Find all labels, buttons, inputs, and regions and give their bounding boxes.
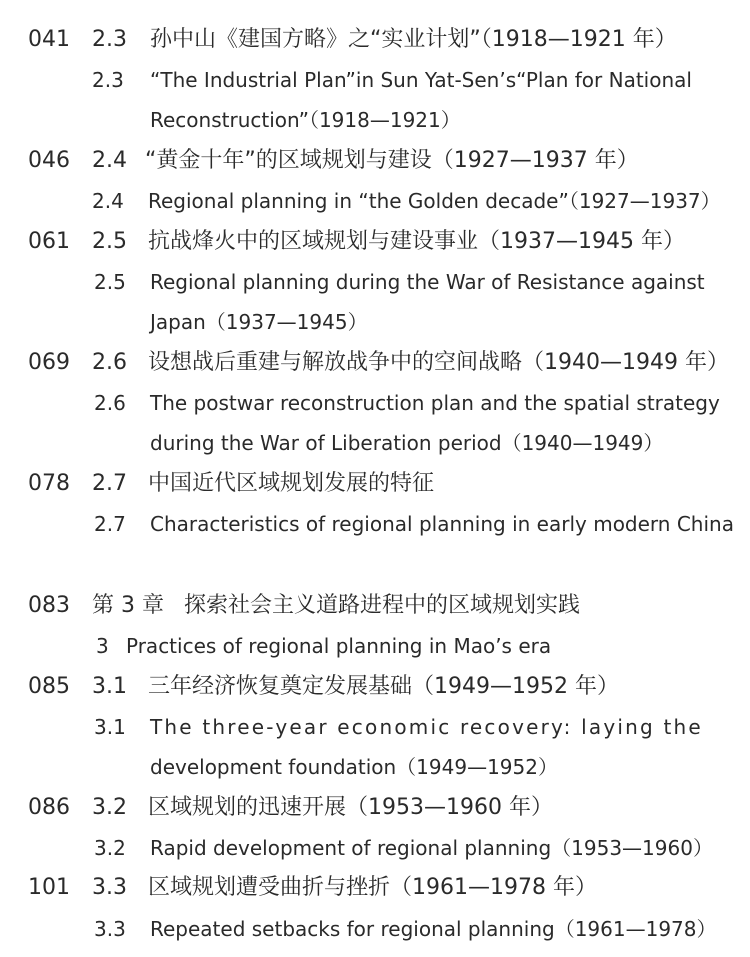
chapter-title: 探索社会主义道路进程中的区域规划实践: [184, 593, 581, 618]
page-number: 083: [28, 593, 70, 618]
section-number: 3.1: [94, 715, 126, 739]
toc-entry-2-3-zh[interactable]: [0, 20, 750, 60]
toc-entry-2-4-zh[interactable]: [0, 141, 750, 181]
toc-entry-3-2-zh[interactable]: [0, 788, 750, 828]
toc-entry-3-1-zh[interactable]: [0, 667, 750, 707]
chapter-heading-en[interactable]: [0, 626, 750, 666]
chapter-number: 3: [96, 634, 109, 658]
toc-entry-2-6-en-cont: [0, 423, 750, 463]
page-number: 069: [28, 350, 70, 375]
section-number: 2.3: [92, 68, 124, 92]
toc-entry-2-6-en[interactable]: [0, 383, 750, 423]
section-title-continued: development foundation（1949—1952）: [150, 755, 558, 779]
toc-entry-2-5-zh[interactable]: [0, 222, 750, 262]
toc-entry-2-6-zh[interactable]: [0, 343, 750, 383]
toc-entry-3-1-en[interactable]: [0, 707, 750, 747]
page-number: 085: [28, 674, 70, 699]
section-number: 2.6: [94, 391, 126, 415]
section-title: 孙中山《建国方略》之“实业计划”（1918—1921 年）: [150, 27, 677, 52]
section-title: Regional planning in “the Golden decade”（1927—1937）: [148, 189, 721, 213]
page-number: 101: [28, 875, 70, 900]
toc-entry-3-3-zh[interactable]: [0, 868, 750, 908]
toc-entry-3-2-en[interactable]: [0, 828, 750, 868]
section-title-continued: Japan（1937—1945）: [150, 310, 368, 334]
section-number: 2.5: [94, 270, 126, 294]
section-number: 2.4: [92, 189, 124, 213]
section-number: 3.2: [92, 795, 127, 820]
page-number: 046: [28, 148, 70, 173]
section-title: “The Industrial Plan”in Sun Yat-Sen’s“Plan for National: [150, 68, 692, 92]
page-number: 078: [28, 471, 70, 496]
section-number: 3.3: [94, 917, 126, 941]
page-number: 041: [28, 27, 70, 52]
section-title: 三年经济恢复奠定发展基础（1949—1952 年）: [148, 674, 619, 699]
section-title: The three-year economic recovery: laying the: [150, 715, 703, 739]
section-title: Repeated setbacks for regional planning（1961—1978）: [150, 917, 717, 941]
section-title-continued: during the War of Liberation period（1940—1949）: [150, 431, 664, 455]
section-number: 2.3: [92, 27, 127, 52]
section-title-continued: Reconstruction”（1918—1921）: [150, 108, 461, 132]
page-number: 061: [28, 229, 70, 254]
section-title: Regional planning during the War of Resistance against: [150, 270, 705, 294]
section-number: 3.2: [94, 836, 126, 860]
toc-entry-2-5-en[interactable]: [0, 262, 750, 302]
section-title: 区域规划的迅速开展（1953—1960 年）: [148, 795, 553, 820]
section-title: 设想战后重建与解放战争中的空间战略（1940—1949 年）: [148, 350, 729, 375]
section-title: 抗战烽火中的区域规划与建设事业（1937—1945 年）: [148, 229, 685, 254]
toc-entry-2-7-zh[interactable]: [0, 464, 750, 504]
section-title: “黄金十年”的区域规划与建设（1927—1937 年）: [145, 148, 639, 173]
chapter-title-en: Practices of regional planning in Mao’s era: [126, 634, 552, 658]
section-title: 中国近代区域规划发展的特征: [148, 471, 435, 496]
section-number: 2.4: [92, 148, 127, 173]
toc-entry-2-3-en-cont: [0, 100, 750, 140]
chapter-heading-zh[interactable]: [0, 586, 750, 626]
section-title: Rapid development of regional planning（1953—1960）: [150, 836, 713, 860]
section-number: 3.3: [92, 875, 127, 900]
toc-entry-3-1-en-cont: [0, 747, 750, 787]
toc-entry-2-3-en[interactable]: [0, 60, 750, 100]
section-number: 2.7: [94, 512, 126, 536]
chapter-label: 第 3 章: [92, 593, 164, 618]
section-title: Characteristics of regional planning in early modern China: [150, 512, 734, 536]
section-number: 2.7: [92, 471, 127, 496]
page-number: 086: [28, 795, 70, 820]
section-number: 3.1: [92, 674, 127, 699]
toc-entry-2-4-en[interactable]: [0, 181, 750, 221]
toc-entry-3-3-en[interactable]: [0, 909, 750, 949]
toc-entry-2-7-en[interactable]: [0, 504, 750, 544]
section-number: 2.6: [92, 350, 127, 375]
section-title: The postwar reconstruction plan and the spatial strategy: [150, 391, 720, 415]
section-number: 2.5: [92, 229, 127, 254]
toc-entry-2-5-en-cont: [0, 302, 750, 342]
section-title: 区域规划遭受曲折与挫折（1961—1978 年）: [148, 875, 597, 900]
